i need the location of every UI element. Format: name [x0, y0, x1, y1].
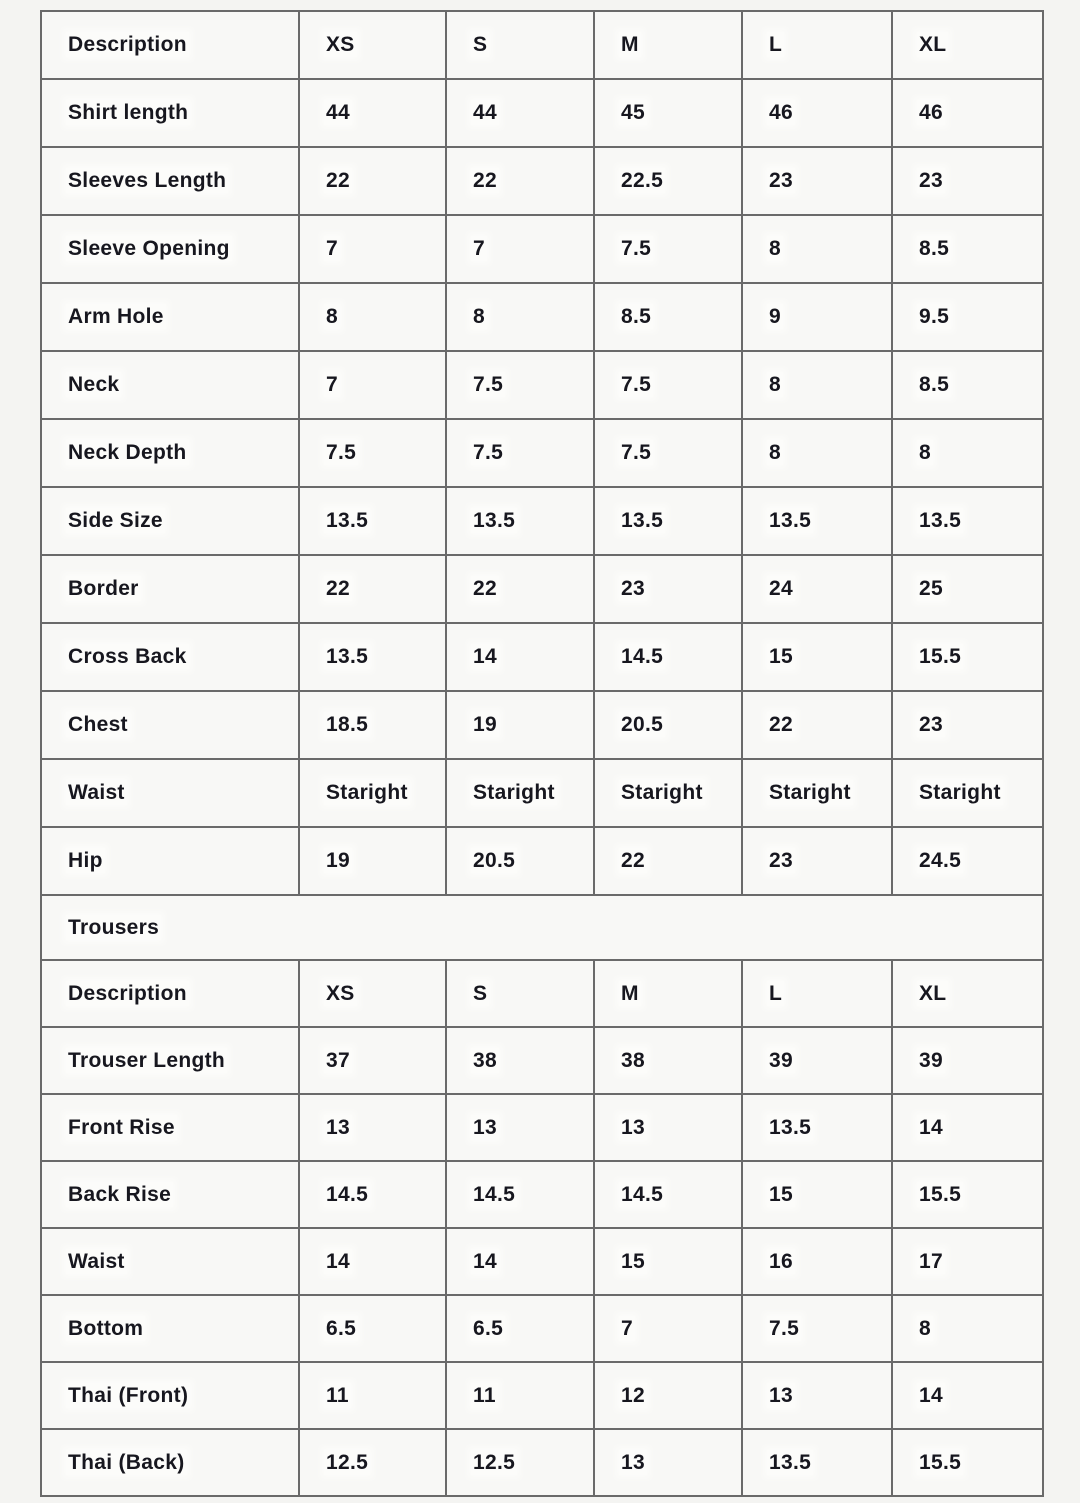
cell-value: 14 [473, 645, 497, 668]
value-cell [299, 1161, 446, 1228]
value-cell [594, 623, 742, 691]
column-header-label: S [473, 33, 488, 56]
cell-value: 12 [621, 1383, 645, 1407]
cell-value: 13 [326, 1115, 350, 1139]
value-cell [446, 1161, 594, 1228]
value-cell [742, 827, 892, 895]
table-row [41, 1228, 1043, 1295]
row-label: Trouser Length [68, 1048, 226, 1072]
value-cell [742, 1228, 892, 1295]
cell-value: 7 [326, 373, 338, 396]
cell-value: 46 [769, 101, 793, 124]
value-cell [299, 827, 446, 895]
value-cell [594, 555, 742, 623]
cell-value: 8 [919, 441, 931, 464]
cell-value: 8.5 [919, 373, 950, 396]
cell-value: 8 [769, 237, 781, 260]
value-cell [742, 555, 892, 623]
value-cell [742, 79, 892, 147]
value-cell [892, 351, 1043, 419]
column-header-l [742, 11, 892, 79]
cell-value: 22 [473, 577, 497, 600]
table-row [41, 147, 1043, 215]
cell-value: 7.5 [621, 237, 652, 260]
value-cell [742, 1094, 892, 1161]
trousers-table-header [41, 960, 1043, 1027]
column-header-label: S [473, 981, 488, 1005]
value-cell [742, 1161, 892, 1228]
value-cell [892, 691, 1043, 759]
cell-value: 19 [326, 849, 350, 872]
row-label-cell [41, 1362, 299, 1429]
value-cell [446, 1094, 594, 1161]
value-cell [299, 1094, 446, 1161]
row-label-cell [41, 1161, 299, 1228]
cell-value: 23 [919, 713, 943, 736]
value-cell [299, 283, 446, 351]
value-cell [446, 623, 594, 691]
value-cell [446, 691, 594, 759]
row-label-cell [41, 1228, 299, 1295]
value-cell [892, 1161, 1043, 1228]
cell-value: 14.5 [473, 1182, 516, 1206]
cell-value: 13.5 [769, 1450, 812, 1474]
cell-value: 7.5 [473, 441, 504, 464]
cell-value: 8 [473, 305, 485, 328]
value-cell [594, 351, 742, 419]
column-header-l [742, 960, 892, 1027]
value-cell [742, 623, 892, 691]
column-header-xl [892, 960, 1043, 1027]
cell-value: Staright [621, 781, 703, 804]
table-row [41, 487, 1043, 555]
value-cell [892, 1429, 1043, 1496]
section-cell [41, 895, 1043, 960]
cell-value: 45 [621, 101, 645, 124]
table-row [41, 827, 1043, 895]
row-label-cell [41, 1027, 299, 1094]
column-header-label: L [769, 981, 783, 1005]
row-label: Cross Back [68, 645, 187, 668]
value-cell [742, 691, 892, 759]
value-cell [742, 1295, 892, 1362]
value-cell [299, 623, 446, 691]
value-cell [594, 759, 742, 827]
column-header-description [41, 11, 299, 79]
column-header-xs [299, 960, 446, 1027]
row-label: Sleeves Length [68, 169, 227, 192]
row-label: Bottom [68, 1316, 144, 1340]
value-cell [892, 215, 1043, 283]
value-cell [742, 487, 892, 555]
value-cell [446, 351, 594, 419]
size-chart [40, 10, 1044, 1497]
cell-value: 7.5 [621, 373, 652, 396]
value-cell [446, 827, 594, 895]
row-label: Border [68, 577, 139, 600]
value-cell [299, 1362, 446, 1429]
table-row [41, 623, 1043, 691]
cell-value: 13.5 [473, 509, 516, 532]
cell-value: 22.5 [621, 169, 664, 192]
cell-value: 15 [621, 1249, 645, 1273]
row-label: Arm Hole [68, 305, 164, 328]
cell-value: 24 [769, 577, 793, 600]
value-cell [742, 1362, 892, 1429]
value-cell [299, 555, 446, 623]
table-row [41, 555, 1043, 623]
cell-value: 23 [769, 169, 793, 192]
column-header-m [594, 960, 742, 1027]
column-header-xl [892, 11, 1043, 79]
cell-value: 13 [473, 1115, 497, 1139]
cell-value: 8.5 [919, 237, 950, 260]
cell-value: Staright [326, 781, 408, 804]
cell-value: 46 [919, 101, 943, 124]
table-row [41, 419, 1043, 487]
table-row [41, 1161, 1043, 1228]
value-cell [299, 1027, 446, 1094]
row-label-cell [41, 487, 299, 555]
row-label: Sleeve Opening [68, 237, 230, 260]
cell-value: 14.5 [621, 645, 664, 668]
cell-value: 7.5 [326, 441, 357, 464]
row-label-cell [41, 283, 299, 351]
cell-value: 8 [769, 441, 781, 464]
value-cell [299, 759, 446, 827]
value-cell [742, 1429, 892, 1496]
value-cell [299, 487, 446, 555]
value-cell [299, 419, 446, 487]
section-label: Trousers [68, 915, 160, 939]
cell-value: 38 [621, 1048, 645, 1072]
row-label: Chest [68, 713, 128, 736]
table-row [41, 691, 1043, 759]
cell-value: 13 [769, 1383, 793, 1407]
table-row [41, 283, 1043, 351]
value-cell [594, 1429, 742, 1496]
value-cell [594, 1362, 742, 1429]
cell-value: 13 [621, 1115, 645, 1139]
cell-value: 24.5 [919, 849, 962, 872]
cell-value: 15.5 [919, 1182, 962, 1206]
value-cell [892, 79, 1043, 147]
cell-value: 7 [621, 1316, 633, 1340]
value-cell [892, 1295, 1043, 1362]
value-cell [594, 215, 742, 283]
header-row [41, 11, 1043, 79]
row-label: Neck Depth [68, 441, 187, 464]
value-cell [892, 487, 1043, 555]
row-label-cell [41, 759, 299, 827]
value-cell [742, 215, 892, 283]
cell-value: 8 [326, 305, 338, 328]
cell-value: 7 [473, 237, 485, 260]
value-cell [594, 827, 742, 895]
cell-value: 22 [621, 849, 645, 872]
cell-value: 8.5 [621, 305, 652, 328]
value-cell [594, 419, 742, 487]
cell-value: 7 [326, 237, 338, 260]
value-cell [446, 283, 594, 351]
cell-value: 19 [473, 713, 497, 736]
value-cell [742, 1027, 892, 1094]
column-header-label: XS [326, 981, 355, 1005]
cell-value: 13.5 [919, 509, 962, 532]
cell-value: 14 [473, 1249, 497, 1273]
column-header-label: XS [326, 33, 355, 56]
column-header-s [446, 960, 594, 1027]
value-cell [299, 351, 446, 419]
value-cell [892, 759, 1043, 827]
value-cell [594, 283, 742, 351]
cell-value: 38 [473, 1048, 497, 1072]
value-cell [892, 555, 1043, 623]
row-label: Hip [68, 849, 103, 872]
column-header-label: Description [68, 981, 187, 1005]
row-label-cell [41, 691, 299, 759]
value-cell [742, 419, 892, 487]
value-cell [742, 147, 892, 215]
cell-value: 13.5 [326, 645, 369, 668]
cell-value: 15 [769, 645, 793, 668]
cell-value: 14 [919, 1383, 943, 1407]
column-header-label: XL [919, 33, 947, 56]
cell-value: 11 [473, 1383, 496, 1407]
cell-value: 7.5 [769, 1316, 800, 1340]
value-cell [892, 1228, 1043, 1295]
row-label: Shirt length [68, 101, 189, 124]
row-label: Neck [68, 373, 120, 396]
trousers-table-body [41, 1027, 1043, 1496]
value-cell [299, 691, 446, 759]
shirt-table-body [41, 79, 1043, 895]
cell-value: Staright [473, 781, 555, 804]
value-cell [892, 283, 1043, 351]
value-cell [594, 1027, 742, 1094]
value-cell [299, 1295, 446, 1362]
shirt-table-header [41, 11, 1043, 79]
value-cell [594, 1161, 742, 1228]
column-header-label: L [769, 33, 783, 56]
row-label: Waist [68, 781, 125, 804]
cell-value: 44 [326, 101, 350, 124]
value-cell [446, 1295, 594, 1362]
table-row [41, 79, 1043, 147]
value-cell [594, 79, 742, 147]
value-cell [892, 1027, 1043, 1094]
column-header-s [446, 11, 594, 79]
cell-value: 13 [621, 1450, 645, 1474]
value-cell [594, 691, 742, 759]
value-cell [742, 283, 892, 351]
column-header-xs [299, 11, 446, 79]
value-cell [446, 215, 594, 283]
row-label-cell [41, 351, 299, 419]
cell-value: 23 [919, 169, 943, 192]
value-cell [742, 759, 892, 827]
value-cell [299, 79, 446, 147]
value-cell [446, 147, 594, 215]
column-header-description [41, 960, 299, 1027]
value-cell [594, 487, 742, 555]
cell-value: 17 [919, 1249, 943, 1273]
row-label: Front Rise [68, 1115, 175, 1139]
cell-value: 37 [326, 1048, 350, 1072]
cell-value: 14.5 [621, 1182, 664, 1206]
cell-value: 14 [326, 1249, 350, 1273]
cell-value: 22 [473, 169, 497, 192]
row-label-cell [41, 1295, 299, 1362]
section-row [41, 895, 1043, 960]
column-header-label: Description [68, 33, 187, 56]
cell-value: 14 [919, 1115, 943, 1139]
cell-value: 7.5 [621, 441, 652, 464]
cell-value: 8 [769, 373, 781, 396]
header-row [41, 960, 1043, 1027]
cell-value: 12.5 [473, 1450, 516, 1474]
cell-value: 13.5 [769, 1115, 812, 1139]
row-label-cell [41, 1429, 299, 1496]
table-row [41, 351, 1043, 419]
value-cell [299, 1228, 446, 1295]
cell-value: 8 [919, 1316, 931, 1340]
value-cell [594, 1094, 742, 1161]
row-label: Back Rise [68, 1182, 172, 1206]
table-row [41, 1094, 1043, 1161]
cell-value: 6.5 [326, 1316, 357, 1340]
value-cell [299, 147, 446, 215]
value-cell [446, 487, 594, 555]
cell-value: 9 [769, 305, 781, 328]
cell-value: 39 [919, 1048, 943, 1072]
value-cell [299, 1429, 446, 1496]
value-cell [446, 759, 594, 827]
value-cell [892, 1094, 1043, 1161]
cell-value: 13.5 [326, 509, 369, 532]
cell-value: Staright [769, 781, 851, 804]
cell-value: 16 [769, 1249, 793, 1273]
value-cell [446, 1228, 594, 1295]
row-label: Waist [68, 1249, 125, 1273]
table-row [41, 1295, 1043, 1362]
cell-value: 9.5 [919, 305, 950, 328]
row-label-cell [41, 1094, 299, 1161]
cell-value: 15.5 [919, 1450, 962, 1474]
cell-value: 20.5 [473, 849, 516, 872]
row-label: Side Size [68, 509, 163, 532]
value-cell [594, 147, 742, 215]
value-cell [446, 79, 594, 147]
value-cell [892, 827, 1043, 895]
value-cell [446, 1429, 594, 1496]
row-label-cell [41, 623, 299, 691]
column-header-label: XL [919, 981, 947, 1005]
value-cell [446, 1027, 594, 1094]
cell-value: 39 [769, 1048, 793, 1072]
cell-value: 13.5 [621, 509, 664, 532]
table-row [41, 1027, 1043, 1094]
value-cell [446, 555, 594, 623]
value-cell [446, 419, 594, 487]
table-row [41, 759, 1043, 827]
cell-value: 11 [326, 1383, 349, 1407]
value-cell [892, 419, 1043, 487]
cell-value: 23 [769, 849, 793, 872]
size-chart-table [40, 10, 1044, 1497]
column-header-m [594, 11, 742, 79]
column-header-label: M [621, 33, 639, 56]
row-label-cell [41, 215, 299, 283]
cell-value: 23 [621, 577, 645, 600]
column-header-label: M [621, 981, 639, 1005]
row-label-cell [41, 419, 299, 487]
value-cell [594, 1295, 742, 1362]
value-cell [892, 147, 1043, 215]
cell-value: 22 [326, 169, 350, 192]
cell-value: 44 [473, 101, 497, 124]
trousers-section [41, 895, 1043, 960]
value-cell [892, 623, 1043, 691]
cell-value: 12.5 [326, 1450, 369, 1474]
value-cell [892, 1362, 1043, 1429]
cell-value: 7.5 [473, 373, 504, 396]
cell-value: Staright [919, 781, 1001, 804]
table-row [41, 1429, 1043, 1496]
cell-value: 15 [769, 1182, 793, 1206]
row-label-cell [41, 79, 299, 147]
row-label-cell [41, 827, 299, 895]
value-cell [594, 1228, 742, 1295]
cell-value: 18.5 [326, 713, 369, 736]
cell-value: 22 [326, 577, 350, 600]
table-row [41, 215, 1043, 283]
cell-value: 25 [919, 577, 943, 600]
cell-value: 13.5 [769, 509, 812, 532]
cell-value: 14.5 [326, 1182, 369, 1206]
value-cell [446, 1362, 594, 1429]
cell-value: 6.5 [473, 1316, 504, 1340]
row-label-cell [41, 147, 299, 215]
cell-value: 22 [769, 713, 793, 736]
row-label: Thai (Back) [68, 1450, 185, 1474]
row-label-cell [41, 555, 299, 623]
row-label: Thai (Front) [68, 1383, 189, 1407]
value-cell [742, 351, 892, 419]
table-row [41, 1362, 1043, 1429]
cell-value: 20.5 [621, 713, 664, 736]
value-cell [299, 215, 446, 283]
cell-value: 15.5 [919, 645, 962, 668]
